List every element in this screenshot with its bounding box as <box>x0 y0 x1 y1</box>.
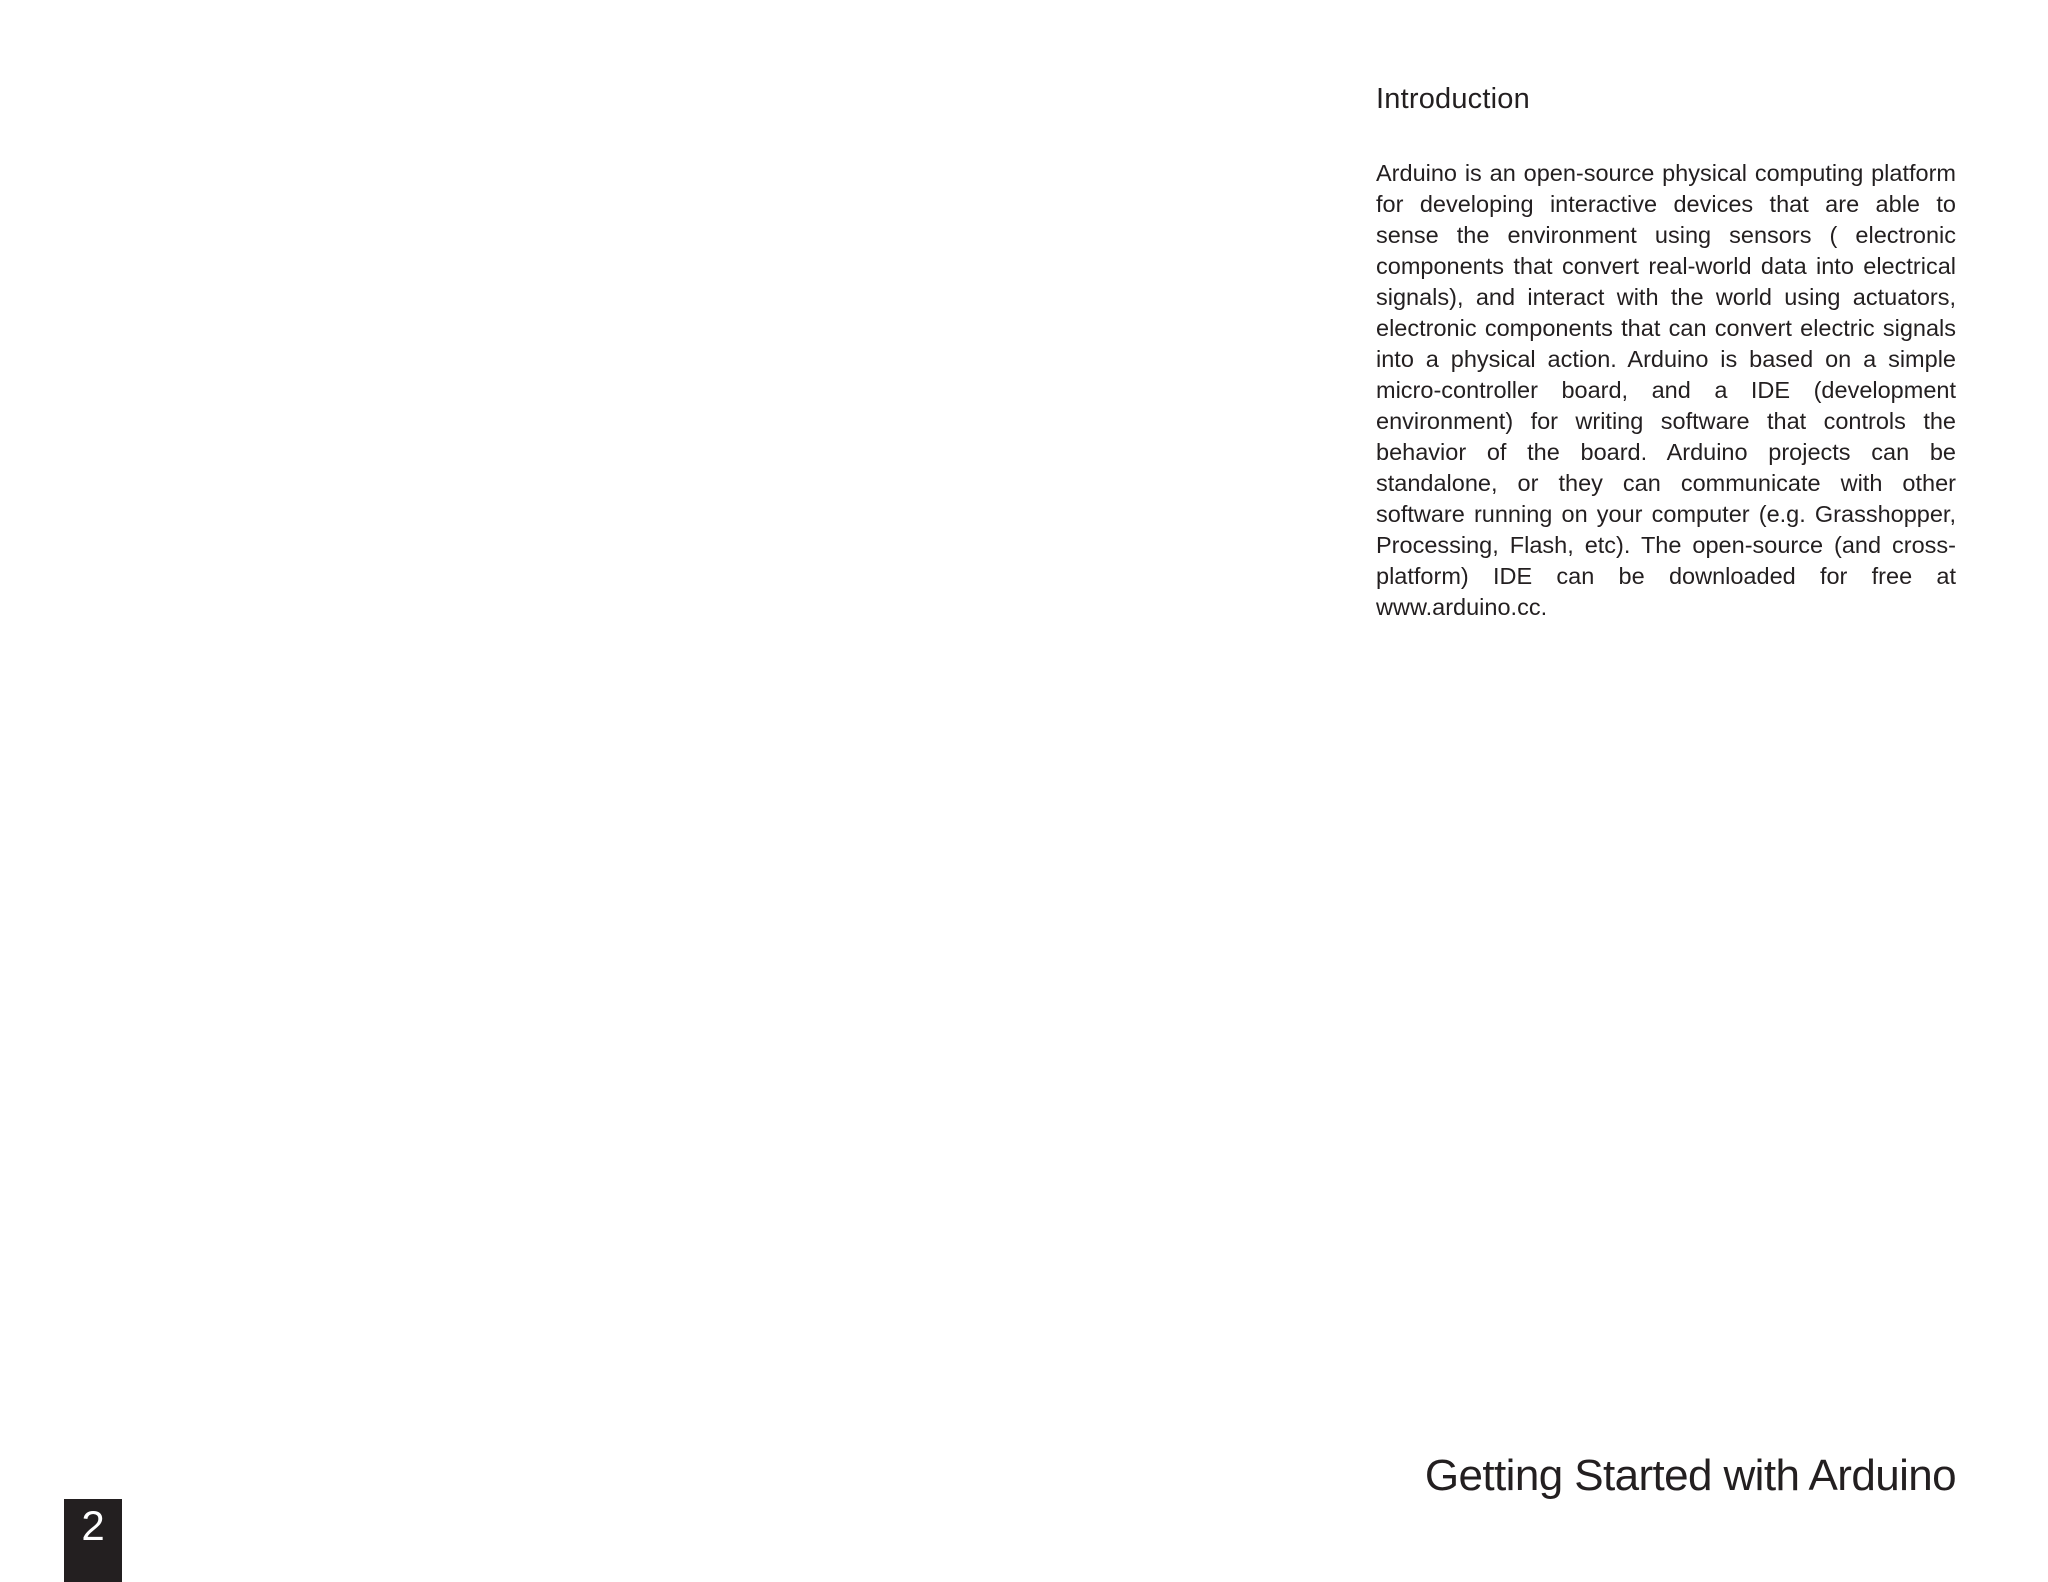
page-number-tab <box>64 1499 122 1582</box>
section-heading: Introduction <box>1376 83 1530 115</box>
book-title: Getting Started with Arduino <box>1424 1451 1956 1500</box>
intro-paragraph: Arduino is an open-source physical computing platform for developing interactive devices that are able to sense the environment using sensors ( electronic components that convert real-world data into electrical signals), and interact with the world using actuators, electronic components that can convert electric signals into a physical action. Arduino is based on a simple micro-controller board, and a IDE (development environment) for writing software that controls the behavior of the board. Arduino projects can be standalone, or they can communicate with other software running on your computer (e.g. Grasshopper, Processing, Flash, etc). The open-source (and cross-platform) IDE can be downloaded for free at www.arduino.cc. <box>1376 160 1956 620</box>
page-number: 2 <box>81 1502 105 1549</box>
